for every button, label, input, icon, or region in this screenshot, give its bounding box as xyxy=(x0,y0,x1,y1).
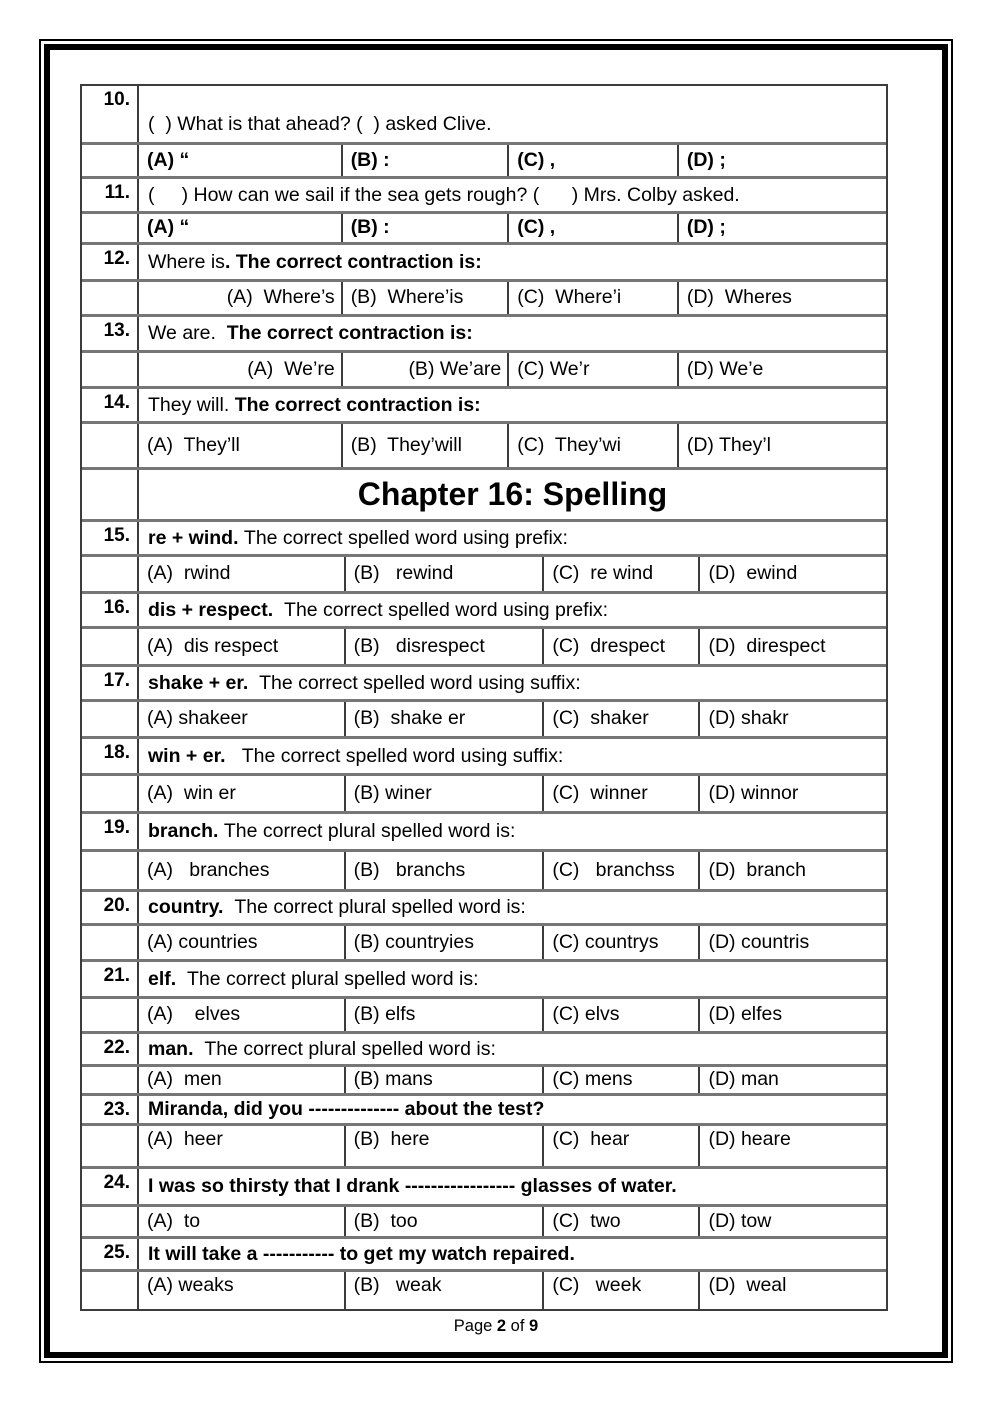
option-A: (A) “ xyxy=(147,148,190,171)
page-footer xyxy=(50,1317,942,1336)
option-D: (D) ewind xyxy=(698,557,885,591)
question-text-bold: The correct contraction is: xyxy=(226,322,473,345)
question-text xyxy=(139,389,886,421)
options-cells xyxy=(139,353,886,386)
question-row xyxy=(82,314,886,350)
question-text xyxy=(139,1034,886,1064)
option-D: (D) direspect xyxy=(698,629,885,664)
question-number: 18. xyxy=(82,739,139,773)
question-number: 22. xyxy=(82,1034,139,1064)
footer-total-pages: 9 xyxy=(529,1317,539,1335)
options-row xyxy=(82,1064,886,1093)
question-text xyxy=(139,739,886,773)
options-cells xyxy=(139,557,886,591)
option-A: (A) rwind xyxy=(147,562,231,585)
chapter-heading: Chapter 16: Spelling xyxy=(357,476,668,512)
option-B: (B) here xyxy=(344,1126,543,1166)
question-number: 11. xyxy=(82,179,139,211)
option-A: (A) weaks xyxy=(147,1274,234,1296)
option-A: (A) “ xyxy=(147,216,190,239)
option-B: (B) countryies xyxy=(344,926,543,959)
options-cells xyxy=(139,1067,886,1093)
question-text xyxy=(139,1096,886,1123)
question-number xyxy=(82,214,139,242)
options-row xyxy=(82,279,886,314)
question-text-bold: dis + respect. xyxy=(148,598,285,621)
question-row xyxy=(82,519,886,554)
option-B: (B) too xyxy=(344,1207,543,1236)
question-text xyxy=(139,317,886,350)
option-B: (B) : xyxy=(341,214,508,242)
question-row xyxy=(82,1166,886,1204)
question-number xyxy=(82,1067,139,1093)
question-text-regular: The correct plural spelled word is: xyxy=(234,896,526,919)
question-row xyxy=(82,736,886,773)
option-B: (B) mans xyxy=(344,1067,543,1093)
options-row xyxy=(82,142,886,176)
options-cells xyxy=(139,214,886,242)
question-text-regular: The correct spelled word using suffix: xyxy=(259,671,581,694)
question-text-regular: The correct spelled word using suffix: xyxy=(241,744,564,767)
question-number: 24. xyxy=(82,1169,139,1204)
question-text xyxy=(139,1169,886,1204)
question-text-bold: country. xyxy=(148,896,235,919)
question-number: 17. xyxy=(82,667,139,699)
question-text-regular: Where is xyxy=(148,250,225,273)
options-cells xyxy=(139,1126,886,1166)
question-number xyxy=(82,852,139,889)
option-C: (C) winner xyxy=(542,776,698,811)
question-number xyxy=(82,629,139,664)
footer-of-label: of xyxy=(506,1317,530,1335)
question-number xyxy=(82,424,139,467)
question-number: 25. xyxy=(82,1239,139,1269)
question-text-bold: win + er. xyxy=(148,744,242,767)
question-row xyxy=(82,889,886,923)
chapter-heading-row xyxy=(82,467,886,519)
options-row xyxy=(82,849,886,889)
options-cells xyxy=(139,629,886,664)
question-text xyxy=(139,245,886,279)
options-cells xyxy=(139,999,886,1031)
question-text-bold: The correct contraction is: xyxy=(234,393,481,416)
option-A: (A) countries xyxy=(147,930,258,953)
question-number xyxy=(82,557,139,591)
option-C: (C) week xyxy=(542,1272,698,1309)
question-text xyxy=(139,667,886,699)
options-row xyxy=(82,350,886,386)
option-A: (A) men xyxy=(147,1068,222,1091)
option-A: (A) dis respect xyxy=(147,634,279,657)
question-text-bold: man. xyxy=(148,1037,205,1060)
option-C: (C) branchss xyxy=(542,852,698,889)
option-D: (D) tow xyxy=(698,1207,885,1236)
question-text xyxy=(139,86,886,142)
question-number: 19. xyxy=(82,814,139,849)
options-row xyxy=(82,626,886,664)
option-D: (D) shakr xyxy=(698,702,885,736)
option-C: (C) mens xyxy=(542,1067,698,1093)
question-text-bold: shake + er. xyxy=(148,671,260,694)
options-row xyxy=(82,554,886,591)
question-number xyxy=(82,353,139,386)
question-text-regular: The correct plural spelled word is: xyxy=(187,967,479,990)
option-C: (C) We’r xyxy=(507,353,677,386)
question-number: 15. xyxy=(82,522,139,554)
question-number: 21. xyxy=(82,962,139,996)
question-text xyxy=(139,522,886,554)
option-A: (A) to xyxy=(147,1209,201,1232)
option-A: (A) They’ll xyxy=(147,433,240,456)
question-text-bold: I was so thirsty that I drank ----------------- glasses of water. xyxy=(148,1175,677,1198)
options-row xyxy=(82,996,886,1031)
question-row xyxy=(82,86,886,142)
question-number xyxy=(82,926,139,959)
question-row xyxy=(82,1236,886,1269)
option-B: (B) elfs xyxy=(344,999,543,1031)
option-D: (D) branch xyxy=(698,852,885,889)
option-D: (D) We’e xyxy=(677,353,886,386)
question-row xyxy=(82,959,886,996)
question-text-regular: ( ) How can we sail if the sea gets rough? ( ) Mrs. Colby asked. xyxy=(148,183,740,206)
options-cells xyxy=(139,852,886,889)
options-cells xyxy=(139,424,886,467)
question-number xyxy=(82,1207,139,1236)
question-number xyxy=(82,470,139,519)
option-C: (C) , xyxy=(507,145,677,176)
questions-table xyxy=(80,84,888,1311)
option-C: (C) hear xyxy=(542,1126,698,1166)
option-C: (C) drespect xyxy=(542,629,698,664)
question-text-regular: The correct plural spelled word is: xyxy=(204,1037,496,1060)
option-A: (A) shakeer xyxy=(147,707,248,730)
option-A: (A) We’re xyxy=(247,357,335,380)
options-row xyxy=(82,1204,886,1236)
question-row xyxy=(82,591,886,626)
options-cells xyxy=(139,1207,886,1236)
option-D: (D) ; xyxy=(677,214,886,242)
option-C: (C) shaker xyxy=(542,702,698,736)
option-D: (D) elfes xyxy=(698,999,885,1031)
question-text xyxy=(139,594,886,626)
question-number xyxy=(82,1272,139,1309)
question-number xyxy=(82,702,139,736)
option-D: (D) Wheres xyxy=(677,282,886,314)
options-cells xyxy=(139,145,886,176)
option-D: (D) They’l xyxy=(677,424,886,467)
question-number: 12. xyxy=(82,245,139,279)
question-number xyxy=(82,776,139,811)
question-row xyxy=(82,386,886,421)
question-text-bold: It will take a ----------- to get my watch repaired. xyxy=(148,1242,575,1265)
option-D: (D) ; xyxy=(677,145,886,176)
option-C: (C) Where’i xyxy=(507,282,677,314)
option-A: (A) heer xyxy=(147,1128,223,1150)
option-B: (B) weak xyxy=(344,1272,543,1309)
option-A: (A) branches xyxy=(147,858,270,881)
question-number: 16. xyxy=(82,594,139,626)
question-text-regular: ( ) What is that ahead? ( ) asked Clive. xyxy=(148,112,492,135)
option-B: (B) They’will xyxy=(341,424,508,467)
question-text-regular: The correct spelled word using prefix: xyxy=(284,598,609,621)
question-number: 23. xyxy=(82,1096,139,1123)
option-B: (B) rewind xyxy=(344,557,543,591)
question-text-regular: The correct spelled word using prefix: xyxy=(243,526,568,549)
option-B: (B) winer xyxy=(344,776,543,811)
question-text-regular: The correct plural spelled word is: xyxy=(223,820,516,843)
options-cells xyxy=(139,282,886,314)
question-number: 20. xyxy=(82,892,139,923)
question-number xyxy=(82,282,139,314)
option-C: (C) re wind xyxy=(542,557,698,591)
question-text-regular: We are. xyxy=(148,322,227,345)
option-B: (B) Where’is xyxy=(341,282,508,314)
option-C: (C) They’wi xyxy=(507,424,677,467)
option-A: (A) elves xyxy=(147,1003,241,1026)
options-cells xyxy=(139,702,886,736)
option-C: (C) , xyxy=(507,214,677,242)
options-row xyxy=(82,1269,886,1309)
question-text xyxy=(139,179,886,211)
question-row xyxy=(82,1031,886,1064)
options-row xyxy=(82,923,886,959)
question-text-bold: Miranda, did you -------------- about the test? xyxy=(148,1098,545,1121)
options-row xyxy=(82,773,886,811)
option-C: (C) countrys xyxy=(542,926,698,959)
footer-page-label: Page xyxy=(453,1317,497,1335)
question-text-regular: They will. xyxy=(148,393,235,416)
option-B: (B) shake er xyxy=(344,702,543,736)
option-B: (B) We’are xyxy=(341,353,508,386)
question-text xyxy=(139,892,886,923)
option-B: (B) disrespect xyxy=(344,629,543,664)
question-row xyxy=(82,664,886,699)
question-row xyxy=(82,176,886,211)
option-D: (D) weal xyxy=(698,1272,885,1309)
question-text xyxy=(139,962,886,996)
options-cells xyxy=(139,776,886,811)
page-border-frame xyxy=(44,44,948,1358)
options-cells xyxy=(139,926,886,959)
question-text-bold: re + wind. xyxy=(148,526,244,549)
option-D: (D) countris xyxy=(698,926,885,959)
option-C: (C) two xyxy=(542,1207,698,1236)
question-text-bold: branch. xyxy=(148,820,224,843)
question-row xyxy=(82,811,886,849)
question-number: 10. xyxy=(82,86,139,142)
option-C: (C) elvs xyxy=(542,999,698,1031)
options-cells xyxy=(139,1272,886,1309)
option-D: (D) heare xyxy=(698,1126,885,1166)
option-B: (B) branchs xyxy=(344,852,543,889)
option-A: (A) Where’s xyxy=(226,286,335,309)
question-text xyxy=(139,814,886,849)
option-D: (D) man xyxy=(698,1067,885,1093)
options-row xyxy=(82,699,886,736)
question-row xyxy=(82,1093,886,1123)
question-text xyxy=(139,1239,886,1269)
options-row xyxy=(82,1123,886,1166)
question-text-bold: elf. xyxy=(148,967,188,990)
option-B: (B) : xyxy=(341,145,508,176)
options-row xyxy=(82,421,886,467)
question-text-bold: . The correct contraction is: xyxy=(224,250,482,273)
question-number: 14. xyxy=(82,389,139,421)
options-row xyxy=(82,211,886,242)
question-row xyxy=(82,242,886,279)
question-number xyxy=(82,145,139,176)
option-D: (D) winnor xyxy=(698,776,885,811)
question-number xyxy=(82,999,139,1031)
question-number xyxy=(82,1126,139,1166)
option-A: (A) win er xyxy=(147,781,236,804)
footer-page-number: 2 xyxy=(496,1317,507,1335)
question-number: 13. xyxy=(82,317,139,350)
